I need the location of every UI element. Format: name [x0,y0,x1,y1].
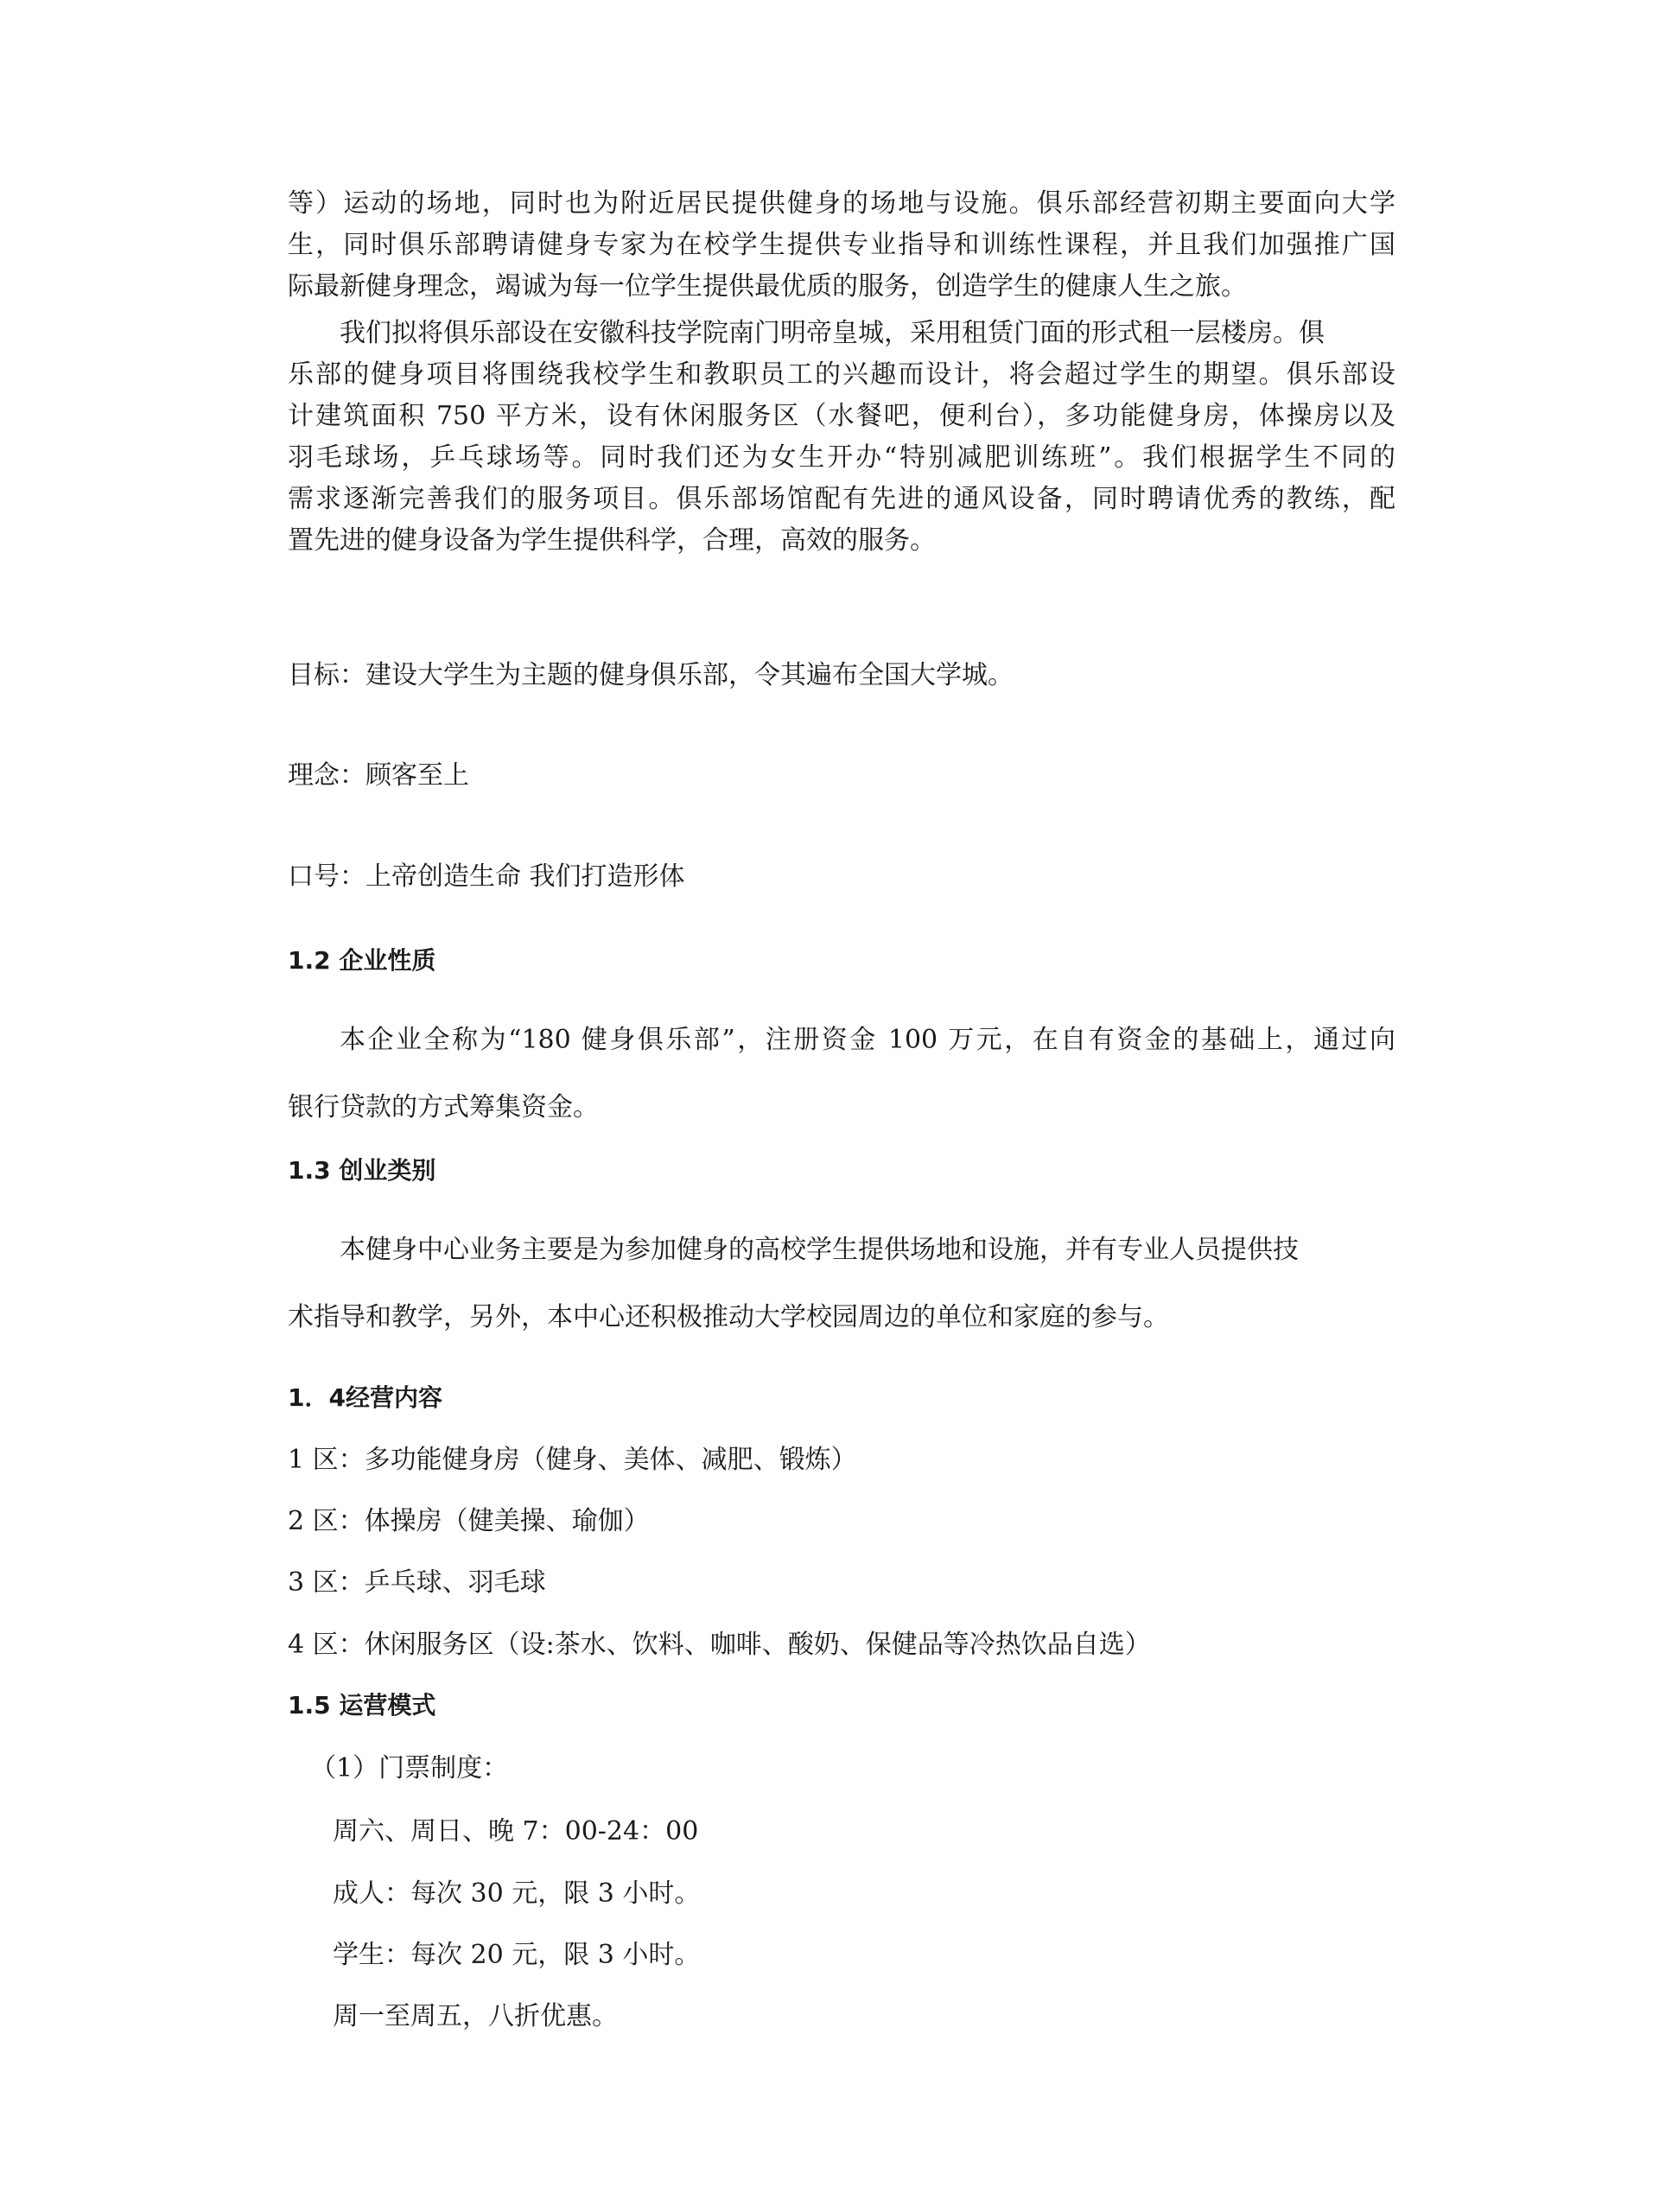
section-heading-1-2: 1.2 企业性质 [288,946,436,975]
zone-item: 3 区：乒乓球、羽毛球 [288,1567,546,1598]
ticket-line: 周六、周日、晚 7：00-24：00 [333,1816,699,1847]
intro-line: 际最新健身理念，竭诚为每一位学生提供最优质的服务，创造学生的健康人生之旅。 [288,271,1247,302]
ticket-line: 成人：每次 30 元，限 3 小时。 [333,1878,701,1909]
section-1-2-line: 本企业全称为“180 健身俱乐部”，注册资金 100 万元，在自有资金的基础上，通过向 [340,1025,1395,1055]
zone-item: 1 区：多功能健身房（健身、美体、减肥、锻炼） [288,1445,857,1475]
location-line: 置先进的健身设备为学生提供科学，合理，高效的服务。 [288,525,936,556]
location-line: 需求逐渐完善我们的服务项目。俱乐部场馆配有先进的通风设备，同时聘请优秀的教练，配 [288,484,1395,514]
location-line: 乐部的健身项目将围绕我校学生和教职员工的兴趣而设计，将会超过学生的期望。俱乐部设 [288,359,1395,390]
intro-line: 生，同时俱乐部聘请健身专家为在校学生提供专业指导和训练性课程，并且我们加强推广国 [288,230,1395,260]
zone-item: 2 区：体操房（健美操、瑜伽） [288,1506,650,1536]
ticket-system-label: （1）门票制度： [310,1753,509,1783]
section-heading-1-4: 1．4经营内容 [288,1383,442,1412]
section-heading-1-3: 1.3 创业类别 [288,1156,436,1185]
philosophy-text: 理念：顾客至上 [288,760,469,791]
section-1-3-line: 术指导和教学，另外，本中心还积极推动大学校园周边的单位和家庭的参与。 [288,1302,1169,1332]
slogan-text: 口号：上帝创造生命 我们打造形体 [288,861,685,892]
zone-item: 4 区：休闲服务区（设:茶水、饮料、咖啡、酸奶、保健品等冷热饮品自选） [288,1630,1151,1660]
section-1-3-line: 本健身中心业务主要是为参加健身的高校学生提供场地和设施，并有专业人员提供技 [340,1235,1299,1265]
ticket-line: 学生：每次 20 元，限 3 小时。 [333,1940,701,1970]
location-line: 羽毛球场，乒乓球场等。同时我们还为女生开办“特别减肥训练班”。我们根据学生不同的 [288,442,1395,473]
section-1-2-line: 银行贷款的方式筹集资金。 [288,1092,599,1122]
intro-line: 等）运动的场地，同时也为附近居民提供健身的场地与设施。俱乐部经营初期主要面向大学 [288,188,1395,219]
goal-text: 目标：建设大学生为主题的健身俱乐部，令其遍布全国大学城。 [288,660,1014,690]
location-line: 我们拟将俱乐部设在安徽科技学院南门明帝皇城，采用租赁门面的形式租一层楼房。俱 [340,318,1325,348]
section-heading-1-5: 1.5 运营模式 [288,1691,436,1719]
location-line: 计建筑面积 750 平方米，设有休闲服务区（水餐吧，便利台），多功能健身房，体操房以及 [288,401,1395,431]
ticket-line: 周一至周五，八折优惠。 [333,2001,618,2031]
